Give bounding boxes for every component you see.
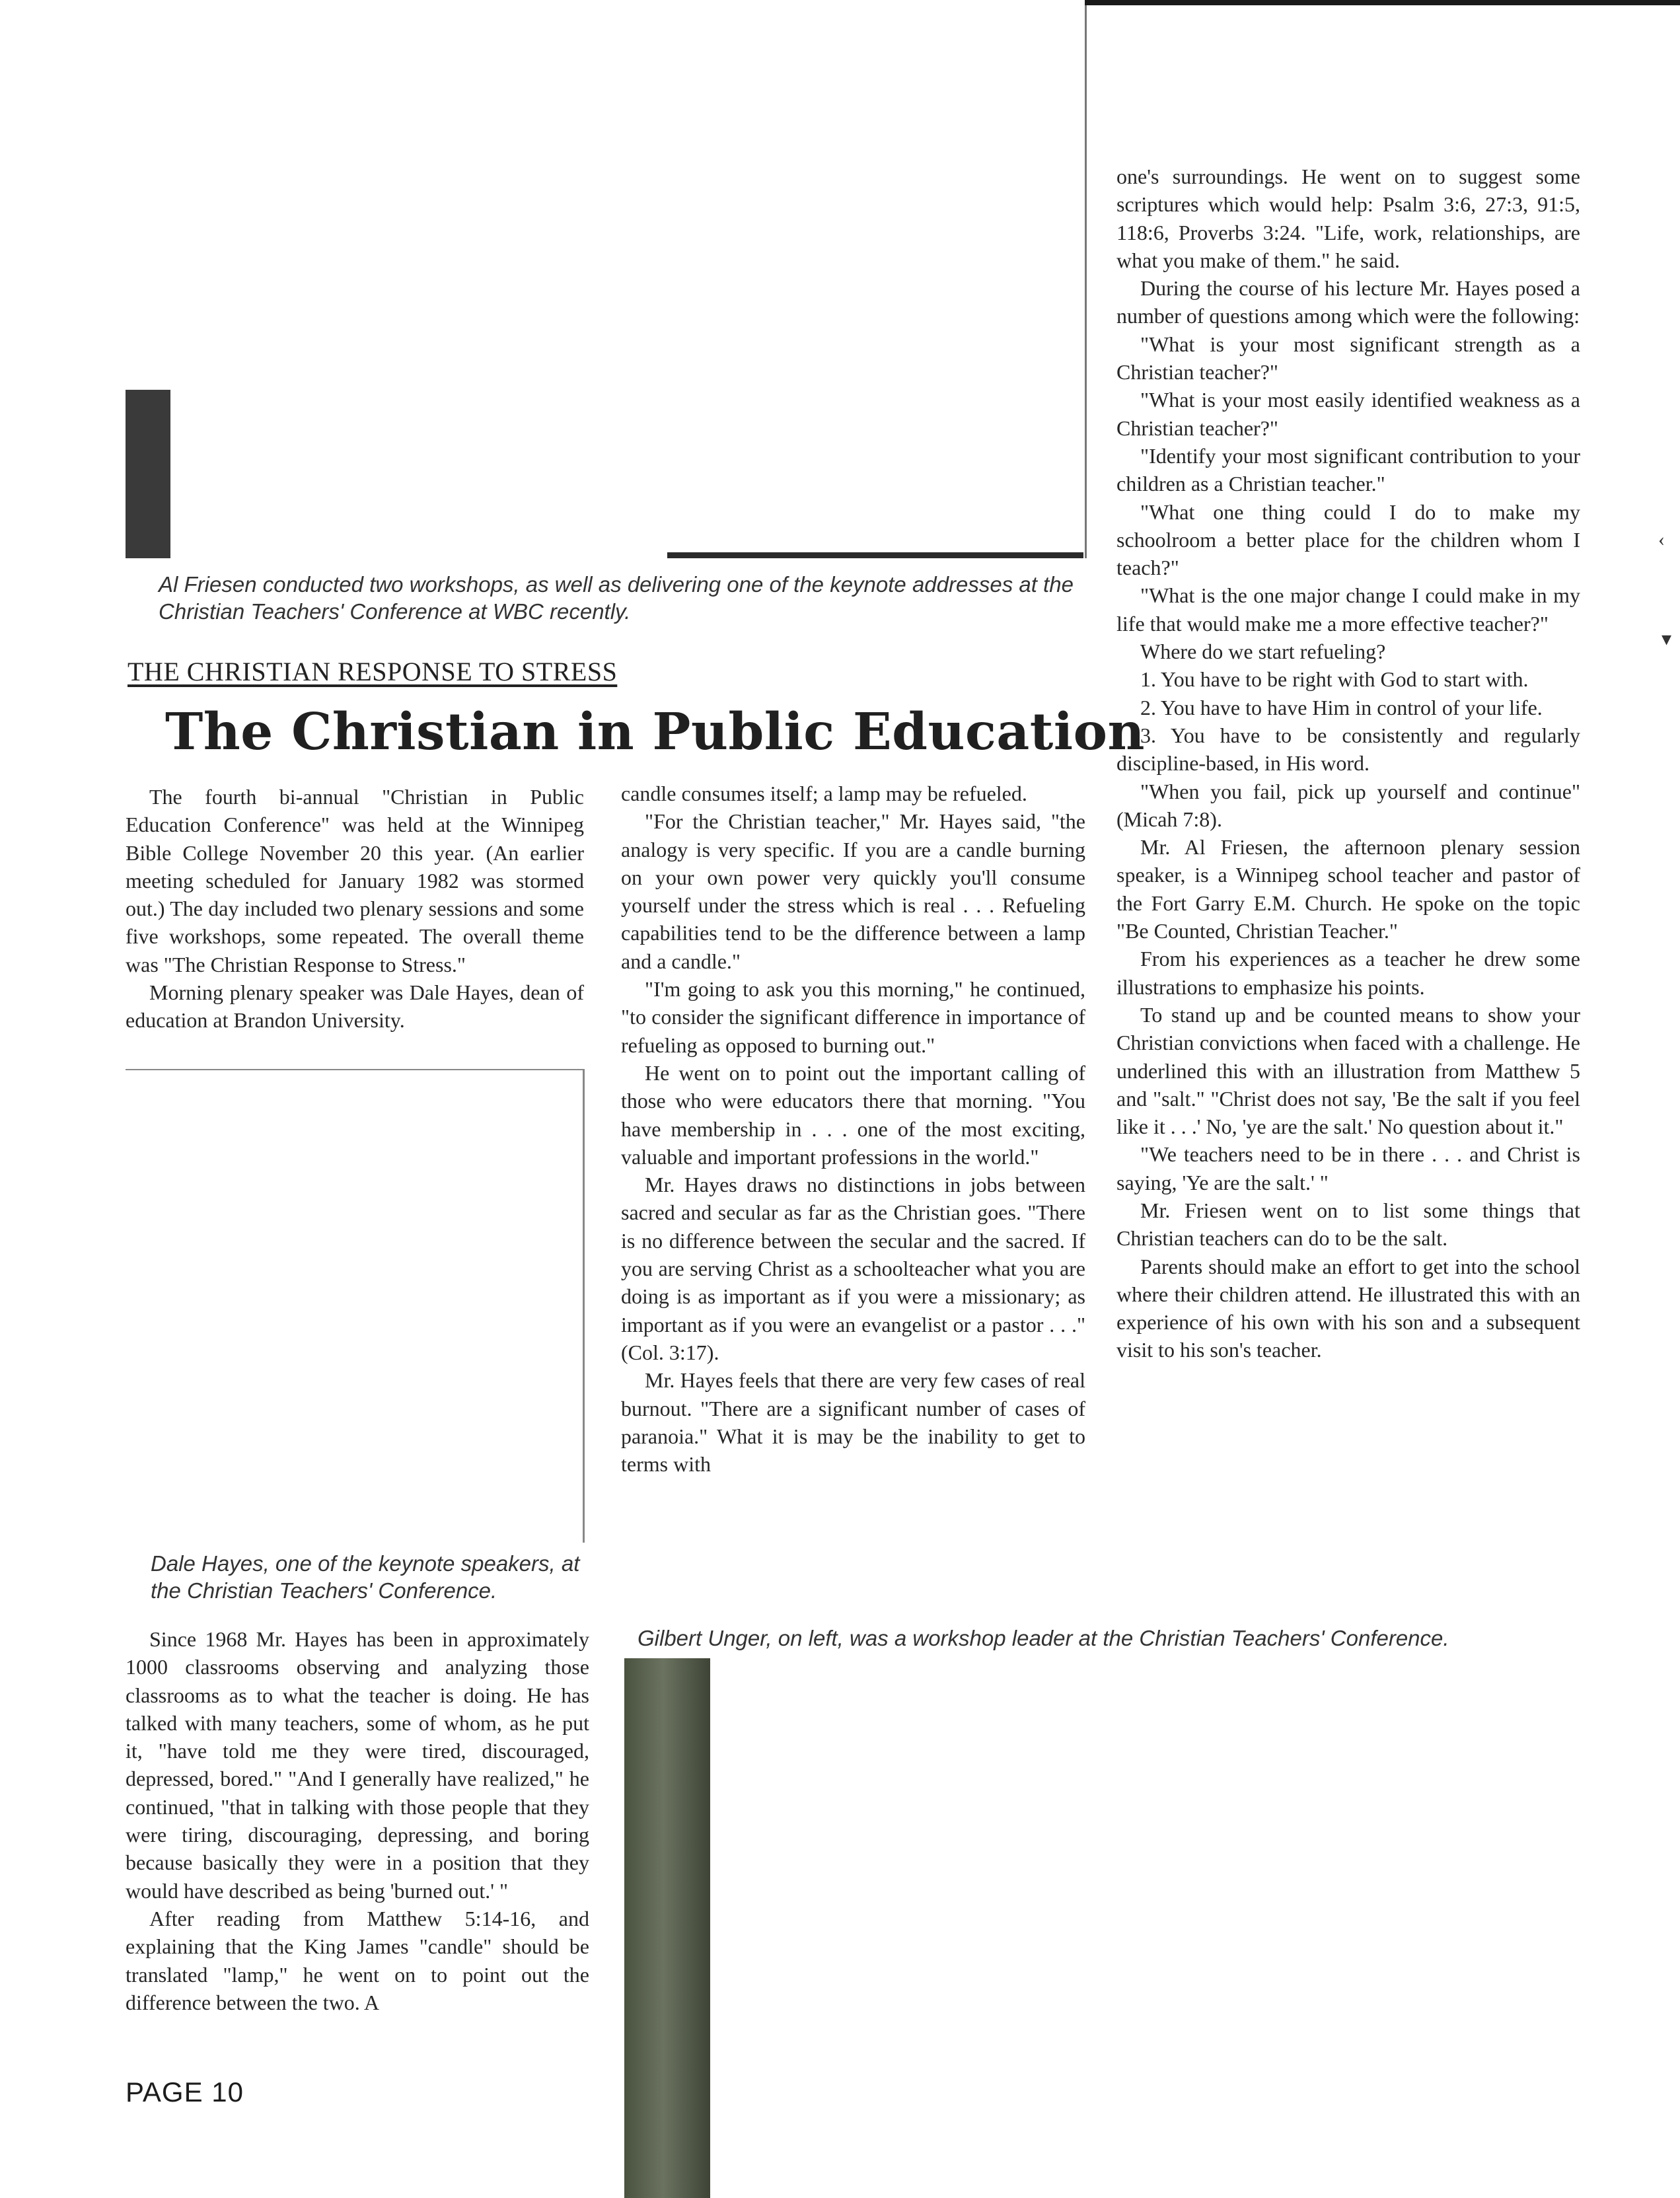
- paragraph: "For the Christian teacher," Mr. Hayes said, "the analogy is very specific. If you are a candle burning on your own power very quickly you'll consume yourself under the stress which is real . . . Refueling capabilities tend to be the difference between a lamp and a candle.": [621, 809, 1085, 973]
- margin-mark: ▾: [1662, 628, 1672, 650]
- column-1-top: [126, 783, 584, 1035]
- paragraph: Parents should make an effort to get into the school where their children attend. He illustrated this with an experience of his own with his son and a subsequent visit to his son's teacher.: [1116, 1254, 1580, 1362]
- article-headline: The Christian in Public Education: [165, 702, 1145, 762]
- column-1-bottom: [126, 1625, 589, 2016]
- paragraph: "What one thing could I do to make my schoolroom a better place for the children whom I teach?": [1116, 499, 1580, 580]
- paragraph: He went on to point out the important calling of those who were educators there that morning. "You have membership in . . . one of the most exciting, valuable and important professions in the world.": [621, 1060, 1085, 1169]
- paragraph: From his experiences as a teacher he drew some illustrations to emphasize his points.: [1116, 947, 1580, 999]
- page-number: PAGE 10: [126, 2076, 244, 2107]
- paragraph: Morning plenary speaker was Dale Hayes, dean of education at Brandon University.: [126, 980, 584, 1033]
- paragraph: Mr. Hayes feels that there are very few cases of real burnout. "There are a significant number of cases of paranoia." What it is may be the inability to get to terms with: [621, 1368, 1085, 1477]
- paragraph: "What is the one major change I could make in my life that would make me a more effective teacher?": [1116, 583, 1580, 636]
- photo-edge-left: [126, 390, 170, 558]
- paragraph: candle consumes itself; a lamp may be refueled.: [621, 782, 1027, 805]
- paragraph: "We teachers need to be in there . . . and Christ is saying, 'Ye are the salt.' ": [1116, 1142, 1580, 1194]
- photo-caption-top: Al Friesen conducted two workshops, as well as delivering one of the keynote addresses at the Christian Teachers' Conference at WBC recently.: [159, 572, 1074, 624]
- paragraph: 3. You have to be consistently and regularly discipline-based, in His word.: [1116, 723, 1580, 776]
- photo-al-friesen: [126, 0, 1087, 558]
- paragraph: one's surroundings. He went on to suggest some scriptures which would help: Psalm 3:6, 27:3, 91:5, 118:6, Proverbs 3:24. "Life, work, relationships, are what you make of them." he said.: [1116, 165, 1580, 272]
- paragraph: "What is your most significant strength as a Christian teacher?": [1116, 332, 1580, 385]
- top-rule: [1085, 0, 1680, 5]
- paragraph: 1. You have to be right with God to start with.: [1140, 667, 1529, 692]
- photo-gilbert-unger: [624, 1658, 1582, 2198]
- paragraph: "What is your most easily identified weakness as a Christian teacher?": [1116, 388, 1580, 440]
- paragraph: "When you fail, pick up yourself and continue" (Micah 7:8).: [1116, 779, 1580, 831]
- paragraph: The fourth bi-annual "Christian in Public Education Conference" was held at the Winnipeg Bible College November 20 this year. (An earlier meeting scheduled for January 1982 was stormed out.) The day included two plenary sessions and some five workshops, some repeated. The overall theme was "The Christian Response to Stress.": [126, 785, 584, 976]
- photo-caption-bottom: Gilbert Unger, on left, was a workshop leader at the Christian Teachers' Conference.: [638, 1626, 1449, 1650]
- paragraph: After reading from Matthew 5:14-16, and explaining that the King James "candle" should be translated "lamp," he went on to point out the difference between the two. A: [126, 1906, 589, 2014]
- column-2: [621, 780, 1085, 1478]
- paragraph: Mr. Friesen went on to list some things that Christian teachers can do to be the salt.: [1116, 1198, 1580, 1251]
- column-3: [1116, 163, 1580, 1364]
- photo-caption-mid: Dale Hayes, one of the keynote speakers, at the Christian Teachers' Conference.: [151, 1551, 580, 1603]
- paragraph: During the course of his lecture Mr. Hayes posed a number of questions among which were the following:: [1116, 276, 1580, 328]
- paragraph: Since 1968 Mr. Hayes has been in approximately 1000 classrooms observing and analyzing those classrooms as to what the teacher is doing. He has talked with many teachers, some of whom, as he put it, "have told me they were tired, discouraged, depressed, bored." "And I generally have realized," he continued, "that in talking with those people that they were tiring, discouraging, depressing, and boring because basically they were in a position that they would have described as being 'burned out.' ": [126, 1627, 589, 1903]
- paragraph: Where do we start refueling?: [1140, 640, 1386, 664]
- paragraph: To stand up and be counted means to show your Christian convictions when faced with a challenge. He underlined this with an illustration from Matthew 5 and "salt." "Christ does not say, 'Be the salt if you feel like it . . .' No, 'ye are the salt.' No question about it.": [1116, 1002, 1580, 1139]
- margin-mark: ‹: [1658, 529, 1665, 550]
- photo-edge-bottom: [667, 552, 1083, 558]
- paragraph: 2. You have to have Him in control of your life.: [1140, 695, 1543, 719]
- paragraph: Mr. Al Friesen, the afternoon plenary session speaker, is a Winnipeg school teacher and pastor of the Fort Garry E.M. Church. He spoke on the topic "Be Counted, Christian Teacher.": [1116, 835, 1580, 943]
- paragraph: Mr. Hayes draws no distinctions in jobs between sacred and secular as far as the Christian goes. "There is no difference between the secular and the sacred. If you are serving Christ as a schoolteacher what you are doing is as important as if you were a missionary; as important as if you were an evangelist or a pastor . . ." (Col. 3:17).: [621, 1173, 1085, 1364]
- article-kicker: THE CHRISTIAN RESPONSE TO STRESS: [128, 657, 618, 686]
- paragraph: "I'm going to ask you this morning," he continued, "to consider the significant difference in importance of refueling as opposed to burning out.": [621, 977, 1085, 1057]
- paragraph: "Identify your most significant contribution to your children as a Christian teacher.": [1116, 443, 1580, 496]
- photo-edge-side: [624, 1658, 710, 2198]
- photo-dale-hayes: [126, 1069, 585, 1543]
